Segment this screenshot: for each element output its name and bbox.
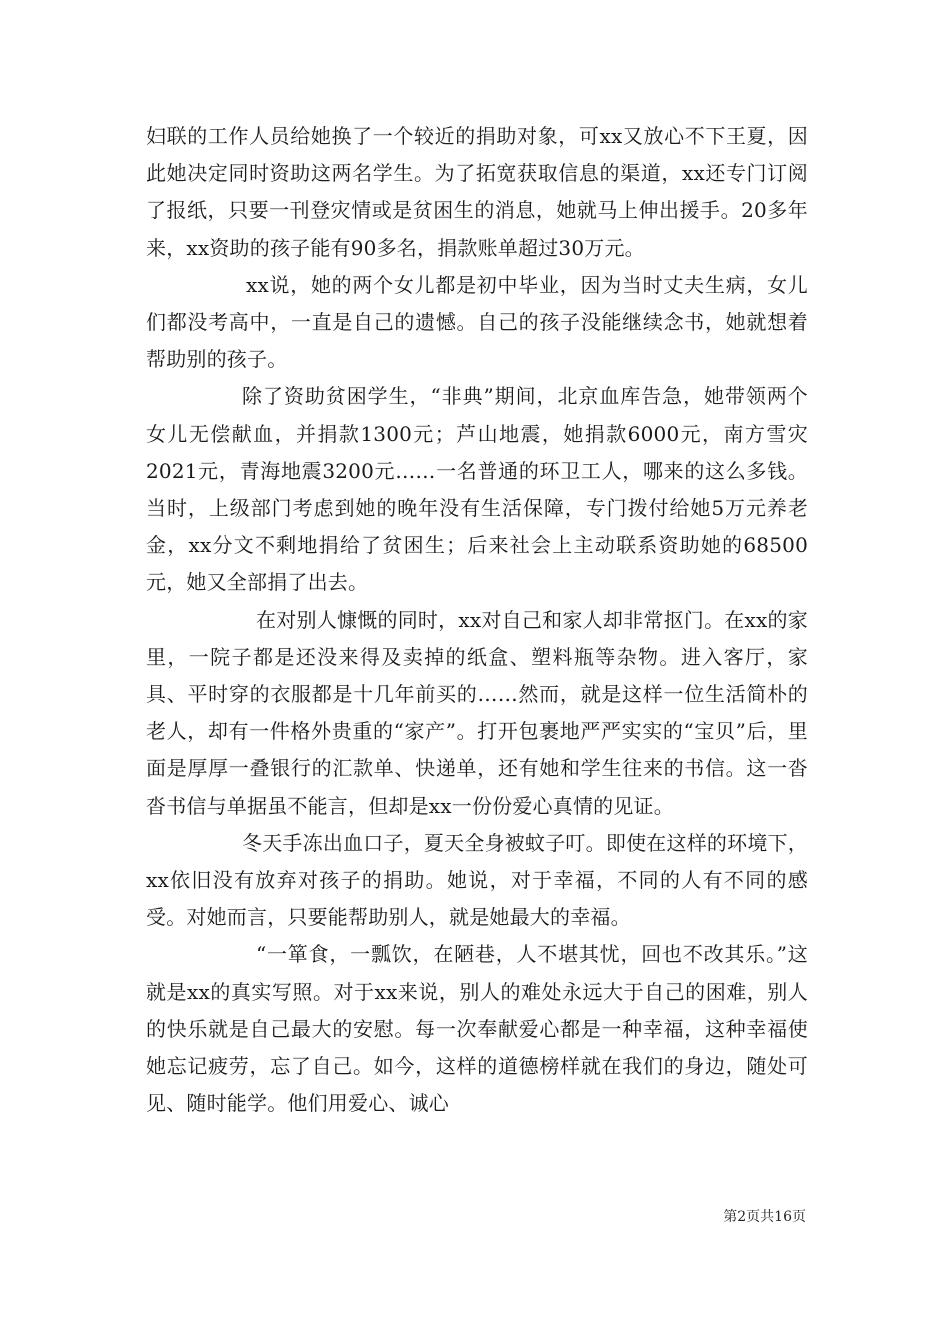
paragraph-6: “一箪食，一瓢饮，在陋巷，人不堪其忧，回也不改其乐。”这就是xx的真实写照。对于xx来说，别人的难处永远大于自己的困难，别人的快乐就是自己最大的安慰。每一次奉献爱心都是一种幸福，这种幸福使她忘记疲劳，忘了自己。如今，这样的道德榜样就在我们的身边，随处可见、随时能学。他们用爱心、诚心	[146, 942, 808, 1116]
page-number-footer: 第2页共16页	[723, 1209, 806, 1225]
paragraph-5: 冬天手冻出血口子，夏天全身被蚊子叮。即使在这样的环境下，xx依旧没有放弃对孩子的捐助。她说，对于幸福，不同的人有不同的感受。对她而言，只要能帮助别人，就是她最大的幸福。	[146, 830, 808, 930]
paragraph-2: xx说，她的两个女儿都是初中毕业，因为当时丈夫生病，女儿们都没考高中，一直是自己的遗憾。自己的孩子没能继续念书，她就想着帮助别的孩子。	[146, 272, 808, 372]
paragraph-3: 除了资助贫困学生，“非典”期间，北京血库告急，她带领两个女儿无偿献血，并捐款1300元；芦山地震，她捐款6000元，南方雪灾2021元，青海地震3200元……一名普通的环卫工人，哪来的这么多钱。当时，上级部门考虑到她的晚年没有生活保障，专门拨付给她5万元养老金，xx分文不剩地捐给了贫困生；后来社会上主动联系资助她的68500元，她又全部捐了出去。	[146, 384, 808, 595]
paragraph-1: 妇联的工作人员给她换了一个较近的捐助对象，可xx又放心不下王夏，因此她决定同时资助这两名学生。为了拓宽获取信息的渠道，xx还专门订阅了报纸，只要一刊登灾情或是贫困生的消息，她就马上伸出援手。20多年来，xx资助的孩子能有90多名，捐款账单超过30万元。	[146, 124, 808, 260]
paragraph-4: 在对别人慷慨的同时，xx对自己和家人却非常抠门。在xx的家里，一院子都是还没来得及卖掉的纸盒、塑料瓶等杂物。进入客厅，家具、平时穿的衣服都是十几年前买的……然而，就是这样一位生活简朴的老人，却有一件格外贵重的“家产”。打开包裹地严严实实的“宝贝”后，里面是厚厚一叠银行的汇款单、快递单，还有她和学生往来的书信。这一沓沓书信与单据虽不能言，但却是xx一份份爱心真情的见证。	[146, 607, 808, 818]
document-body	[146, 118, 808, 1122]
